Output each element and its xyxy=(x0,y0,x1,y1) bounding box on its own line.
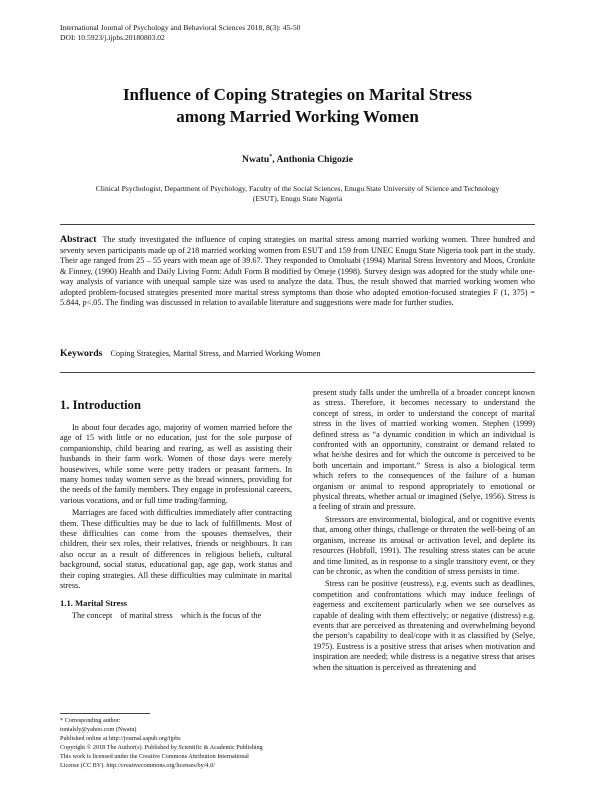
paper-title xyxy=(60,84,535,128)
affiliation-line-2: (ESUT), Enugu State Nigeria xyxy=(252,194,343,204)
footnote-copyright: Copyright © 2018 The Author(s). Published by Scientific & Academic Publishing xyxy=(60,744,263,751)
right-paragraph-2: Stressors are environmental, biological, and or cognitive events that, among other things, challenge or threaten the well-being of an organism, increase its arousal or activation level, and deplete its resources (Hobfoll, 1991). The resulting stress states can be acute and time limited, as in response to a single transitory event, or they can be chronic, as when the condition of stress persists in time. xyxy=(313,514,535,576)
footnote-rule xyxy=(60,713,150,714)
journal-header xyxy=(60,23,300,42)
abstract-heading: Abstract xyxy=(60,234,97,245)
author-rest: , Anthonia Chigozie xyxy=(272,154,353,166)
author-name: Nwatu xyxy=(242,154,270,166)
keywords-text: Coping Strategies, Marital Stress, and Married Working Women xyxy=(110,349,321,358)
paper-title-line-1: Influence of Coping Strategies on Marital Stress xyxy=(122,85,473,104)
author-line xyxy=(60,154,535,165)
footnote-license-2: License (CC BY). http://creativecommons.org/licenses/by/4.0/ xyxy=(60,762,215,769)
intro-paragraph-2: Marriages are faced with difficulties immediately after contracting them. These difficulties may be due to lack of fulfillments. Most of these difficulties can come from the spouses themselves, their children, their sex roles, their relatives, friends or neighbours. It can also occur as a result of differences in religious beliefs, cultural background, social status, educational gap, age gap, work status and their coping strategies. All these difficulties may culminate in marital stress. xyxy=(60,508,292,591)
footnote-published: Published online at http://journal.sapub.org/ijpbs xyxy=(60,735,181,742)
intro-paragraph-3: The concept of marital stress which is the focus of the xyxy=(72,610,262,620)
intro-paragraph-1: In about four decades ago, majority of women married before the age of 15 with little or no education, just for the sole purpose of companionship, child bearing and rearing, as well as assisting their husbands in their farm work. Women of those days were merely housewives, while some were petty traders or peasant farmers. In many homes today women serve as the bread winners, providing for the needs of the family members. They engage in professional careers, various vocations, and or full time trading/farming. xyxy=(60,423,292,505)
right-column xyxy=(313,388,535,675)
subsection-heading-marital-stress: 1.1. Marital Stress xyxy=(60,597,128,608)
paper-title-line-2: among Married Working Women xyxy=(176,107,419,126)
journal-citation: International Journal of Psychology and Behavioral Sciences 2018, 8(3): 45-50 xyxy=(60,23,301,32)
right-paragraph-1: present study falls under the umbrella of a broader concept known as stress. Therefore, it becomes necessary to understand the concept of stress, in order to understand the concept of marital stress in the lives of married working women. Stephen (1999) defined stress as “a dynamic condition in which an individual is confronted with an opportunity, constraint or demand related to what he/she desires and for which the outcome is perceived to be both uncertain and important.” Stress is also a biological term which refers to the consequences of the failure of a human organism or animal to respond appropriately to emotional or physical threats, whether actual or imagined (Selye, 1956). Stress is a feeling of strain and pressure. xyxy=(313,388,535,512)
footnote-corresponding: * Corresponding author: xyxy=(60,717,121,724)
abstract-bottom-rule xyxy=(60,372,535,373)
affiliation xyxy=(64,184,531,205)
right-paragraph-3: Stress can be positive (eustress), e.g. events such as deadlines, competition and confrontations which may induce feelings of eagerness and excitement particularly when we see ourselves as capable of dealing with them effectively; or negative (distress) e.g. events that are perceived as threatening and overwhelming beyond the person’s capability to deal/cope with it as classified by (Selye, 1975). Eustress is a positive stress that arises when motivation and inspiration are needed; while distress is a negative stress that arises when the situation is perceived as threatening and xyxy=(313,579,535,672)
footnote-email: tonialsly@yahoo.com (Nwatu) xyxy=(60,726,137,733)
footnote-license-1: This work is licensed under the Creative Commons Attribution International xyxy=(60,753,249,760)
affiliation-line-1: Clinical Psychologist, Department of Psychology, Faculty of the Social Sciences, Enugu State University of Science and Technology xyxy=(95,184,500,193)
keywords-block xyxy=(60,348,535,359)
left-column xyxy=(60,388,292,623)
corresponding-mark: * xyxy=(269,154,273,160)
abstract-top-rule xyxy=(60,224,535,225)
section-heading-introduction: 1. Introduction xyxy=(60,398,141,412)
keywords-heading: Keywords xyxy=(60,348,103,359)
journal-doi: DOI: 10.5923/j.ijpbs.20180803.02 xyxy=(60,32,165,42)
abstract-text: The study investigated the influence of coping strategies on marital stress among married working women. Three hundred and seventy seven participants made up of 218 married working women from ESUT and 159 from UNEC Enugu State Nigeria took part in the study. Their age ranged from 25 – 55 years with mean age of 39.67. They responded to Omoluabi (1994) Marital Stress Inventory and Moos, Cronkite & Finney, (1990) Health and Daily Living Form: Adult Form B modified by Omeje (1998). Survey design was adopted for the study while one-way analysis of variance with unequal sample size was used to analyze the data. Thus, the result showed that married working women who adopted problem-focused strategies presented more marital stress symptoms than those who adopted emotion-focused strategies F (1, 375) = 5.844, p<.05. The finding was discussed in relation to available literature and suggestions were made for further studies. xyxy=(60,235,535,308)
footnotes xyxy=(60,716,300,770)
abstract-block xyxy=(60,235,535,309)
